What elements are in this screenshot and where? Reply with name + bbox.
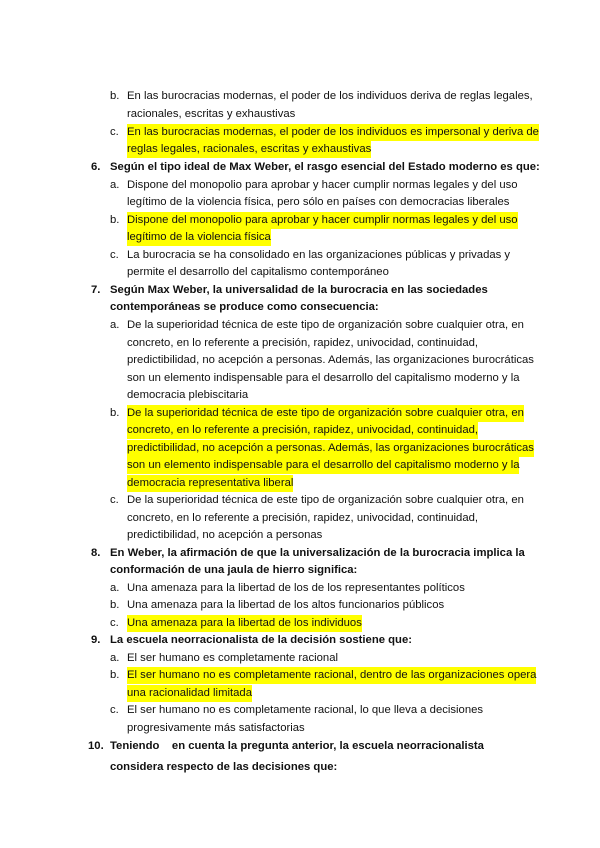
document-page: b. En las burocracias modernas, el poder de los individuos deriva de reglas legales, racionales, escritas y exhaustivas c. En las burocracias modernas, el poder de los individuos es impersonal y deriva de reglas legales, racionales, escritas y exhaustivas 6. Según el tipo ideal de Max Weber, el rasgo esencial del Estado moderno es que: a. Dispone del monopolio para aprobar y hacer cumplir normas legales y del uso legítimo de la violencia física, pero sólo en países con democracias liberales b. Dispone del monopolio para aprobar y hacer cumplir normas legales y del uso legítimo de la violencia física c. La burocracia se ha consolidado en las organizaciones públicas y privadas y permite el desarrollo del capitalismo contemporáneo 7. Según Max Weber, la universalidad de la burocracia en las sociedades contemporáneas se produce como consecuencia: a. De la superioridad técnica de este tipo de organización sobre cualquier otra, en concreto, en lo referente a precisión, rapidez, univocidad, continuidad, predictibilidad, no acepción a personas. Además, las organizaciones burocráticas son un elemento indispensable para el desarrollo del capitalismo moderno y la democracia plebiscitaria b. De la superioridad técnica de este tipo de organización sobre cualquier otra, en concreto, en lo referente a precisión, rapidez, univocidad, continuidad, predictibilidad, no acepción a personas. Además, las organizaciones burocráticas son un elemento indispensable para el desarrollo del capitalismo moderno y la democracia representativa liberal c. De la superioridad técnica de este tipo de organización sobre cualquier otra, en concreto, en lo referente a precisión, rapidez, univocidad, continuidad, predictibilidad, no acepción a personas 8. En Weber, la afirmación de que la universalización de la burocracia implica la conformación de una jaula de hierro significa: a. Una amenaza para la libertad de los de los representantes políticos b. Una amenaza para la libertad de los altos funcionarios públicos c. Una amenaza para la libertad de los individuos 9. La escuela neorracionalista de la decisión sostiene que: a. El ser humano es completamente racional b. El ser humano no es completamente racional, dentro de las organizaciones opera una racionalidad limitada c. El ser humano no es completamente racional, lo que lleva a decisiones progresivamente más satisfactorias 10. Teniendo en cuenta la pregunta anterior, la escuela neorracionalista considera respecto de las decisiones que: — [88, 90, 540, 773]
